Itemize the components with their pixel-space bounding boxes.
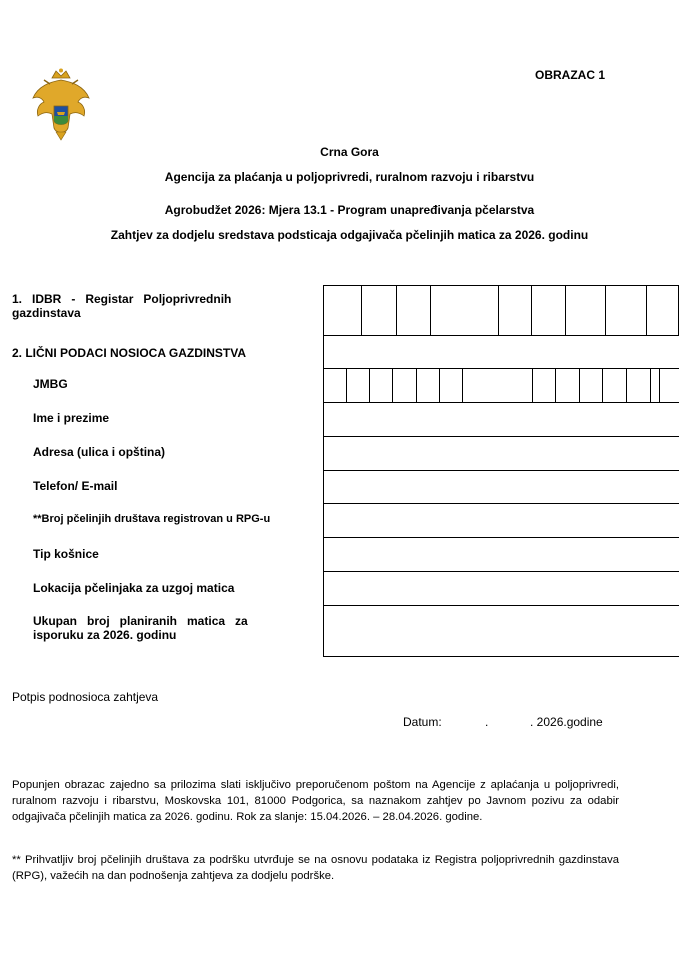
hive-count-label: **Broj pčelinjih društava registrovan u RPG-u xyxy=(33,513,271,525)
form-code: OBRAZAC 1 xyxy=(535,68,606,82)
idbr-cell[interactable] xyxy=(324,286,362,335)
idbr-label xyxy=(12,292,317,320)
jmbg-input-grid[interactable] xyxy=(323,368,679,403)
address-label: Adresa (ulica i opština) xyxy=(33,445,166,459)
jmbg-cell[interactable] xyxy=(533,369,556,402)
jmbg-cell[interactable] xyxy=(603,369,627,402)
idbr-cell[interactable] xyxy=(566,286,606,335)
jmbg-cell[interactable] xyxy=(440,369,463,402)
hive-type-input[interactable] xyxy=(323,537,679,572)
planned-label-line2: isporuku za 2026. godinu xyxy=(33,628,177,642)
idbr-cell[interactable] xyxy=(397,286,431,335)
instructions-note: Popunjen obrazac zajedno sa prilozima slati isključivo preporučenom poštom na Agencije z aplaćanja u poljoprivredi, ruralnom razvoju i ribarstvu, Moskovska 101, 81000 Podgorica, sa naznakom zahtjev po Javnom pozivu za odabir odgajivača pčelinjih matica za 2026. godinu. Rok za slanje: 15.04.2026. – 28.04.2026. godine. xyxy=(12,779,619,823)
jmbg-cell[interactable] xyxy=(580,369,603,402)
name-input[interactable] xyxy=(323,402,679,437)
idbr-input-grid[interactable] xyxy=(323,285,679,336)
idbr-cell[interactable] xyxy=(606,286,647,335)
name-label: Ime i prezime xyxy=(33,411,110,425)
idbr-label-line2: gazdinstava xyxy=(12,306,81,320)
footnote: ** Prihvatljiv broj pčelinjih društava za podršku utvrđuje se na osnovu podataka iz Registra poljoprivrednih gazdinstava (RPG), važećih na dan podnošenja zahtjeva za dodjelu podrške. xyxy=(12,854,619,882)
header-program: Agrobudžet 2026: Mjera 13.1 - Program unapređivanja pčelarstva xyxy=(164,203,535,217)
jmbg-cell[interactable] xyxy=(393,369,417,402)
header-agency: Agencija za plaćanja u poljoprivredi, ruralnom razvoju i ribarstvu xyxy=(164,170,535,184)
idbr-cell[interactable] xyxy=(431,286,499,335)
jmbg-cell[interactable] xyxy=(463,369,533,402)
planned-label-line1: Ukupan broj planiranih matica za xyxy=(33,614,248,628)
coat-of-arms-icon xyxy=(30,68,92,144)
idbr-cell[interactable] xyxy=(647,286,679,335)
jmbg-cell[interactable] xyxy=(347,369,370,402)
contact-label: Telefon/ E-mail xyxy=(33,479,118,493)
location-input[interactable] xyxy=(323,571,679,606)
contact-input[interactable] xyxy=(323,470,679,504)
jmbg-cell[interactable] xyxy=(556,369,580,402)
signature-label: Potpis podnosioca zahtjeva xyxy=(12,690,159,704)
idbr-cell[interactable] xyxy=(532,286,566,335)
planned-input[interactable] xyxy=(323,605,679,657)
date-year: . 2026.godine xyxy=(530,715,603,729)
section2-title: 2. LIČNI PODACI NOSIOCA GAZDINSTVA xyxy=(12,346,247,360)
jmbg-cell[interactable] xyxy=(627,369,651,402)
header-request: Zahtjev za dodjelu sredstava podsticaja odgajivača pčelinjih matica za 2026. godinu xyxy=(110,228,589,242)
date-separator: . xyxy=(485,715,489,729)
address-input[interactable] xyxy=(323,436,679,471)
location-label: Lokacija pčelinjaka za uzgoj matica xyxy=(33,581,235,595)
hive-count-input[interactable] xyxy=(323,503,679,538)
jmbg-cell[interactable] xyxy=(324,369,347,402)
hive-type-label: Tip košnice xyxy=(33,547,99,561)
idbr-cell[interactable] xyxy=(362,286,397,335)
jmbg-cell[interactable] xyxy=(417,369,440,402)
header-country: Crna Gora xyxy=(320,145,379,159)
idbr-cell[interactable] xyxy=(499,286,533,335)
idbr-label-line1: 1. IDBR - Registar Poljoprivrednih xyxy=(12,292,232,306)
jmbg-cell[interactable] xyxy=(651,369,660,402)
date-label: Datum: xyxy=(403,715,442,729)
jmbg-label: JMBG xyxy=(33,377,68,391)
section2-box xyxy=(323,335,679,369)
jmbg-cell[interactable] xyxy=(370,369,393,402)
planned-label xyxy=(33,614,317,642)
